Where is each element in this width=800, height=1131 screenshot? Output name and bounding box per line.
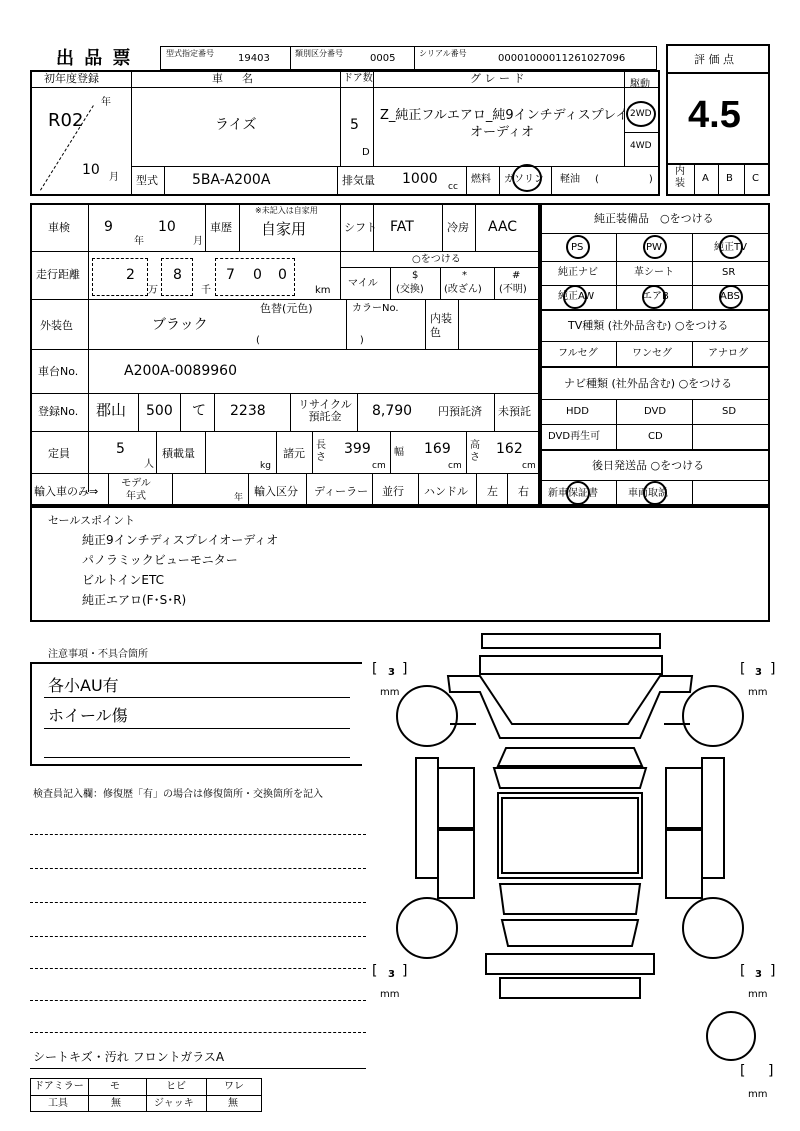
equip-pw-circle [643, 235, 667, 259]
tire-fr-unit: mm [748, 687, 768, 698]
drive-2wd: 2WD [630, 109, 652, 119]
model-code-label: 型式指定番号 [166, 49, 214, 58]
reg-label: 登録No. [38, 405, 79, 418]
drive-4wd: 4WD [630, 141, 652, 151]
navi-dvd: DVD [644, 406, 667, 417]
shaken-month-unit: 月 [193, 236, 203, 247]
history-note: ※未記入は自家用 [255, 206, 318, 215]
length-unit: cm [372, 461, 386, 471]
load-unit: kg [260, 461, 271, 471]
details-box [30, 203, 540, 506]
tire-fl-bracket-open: [ [372, 661, 378, 677]
color-label: 外装色 [40, 319, 73, 332]
ac-label: 冷房 [447, 221, 469, 234]
equip-leather: 革シート [634, 267, 674, 278]
color-change-label: 色替(元色) [260, 302, 313, 315]
equip-tv-circle [719, 235, 743, 259]
misc-jack-value: 無 [228, 1098, 238, 1109]
import-label: 輸入車のみ⇒ [34, 485, 99, 498]
altered-option: (改ざん) [444, 284, 482, 295]
tire-spare-bracket-close: ] [768, 1063, 774, 1079]
mileage-digit: 0 [253, 267, 262, 283]
sheet-title: 出 品 票 [56, 48, 133, 69]
year-unit: 年 [101, 97, 111, 108]
navi-title: ナビ種類 (社外品含む) ○をつける [564, 377, 733, 390]
mileage-km: km [315, 285, 331, 296]
tire-rr-bracket-open: [ [740, 963, 746, 979]
navi-cd: CD [648, 431, 663, 442]
mileage-circle-note: ○をつける [412, 254, 461, 265]
first-reg-year: R02 [48, 110, 84, 131]
misc-tools: 工具 [48, 1098, 68, 1109]
fuel-circle [512, 164, 542, 192]
equip-ps: PS [571, 242, 584, 253]
reg-area: 郡山 [96, 401, 127, 419]
misc-door-mirror: ドアミラー [34, 1081, 84, 1092]
color-change-value: ( ) [256, 335, 364, 346]
handle-label: ハンドル [424, 485, 468, 498]
tire-rl-bracket-close: ] [402, 963, 408, 979]
unknown-option: (不明) [499, 284, 527, 295]
shaken-label: 車検 [48, 221, 70, 234]
misc-tools-value: 無 [111, 1098, 121, 1109]
mileage-sen: 千 [201, 285, 211, 296]
exchange-sym: $ [412, 270, 419, 281]
dims-label: 諸元 [283, 447, 305, 460]
shift-value: FAT [390, 219, 414, 235]
type-label: 型式 [136, 174, 158, 187]
chassis-label: 車台No. [38, 365, 79, 378]
interior-c: C [752, 173, 759, 184]
capacity-unit: 人 [144, 459, 154, 470]
doors-value: 5 [350, 117, 359, 133]
interior-label: 内装 [675, 166, 685, 189]
shaken-year-unit: 年 [134, 236, 144, 247]
misc-mirror-mo: モ [110, 1081, 120, 1092]
notes-line: ホイール傷 [48, 706, 128, 725]
recycle-status: 円預託済 [438, 405, 482, 418]
reg-number: 2238 [230, 403, 266, 419]
tire-fr-bracket-close: ] [770, 661, 776, 677]
misc-jack: ジャッキ [154, 1098, 194, 1109]
equip-sr: SR [722, 267, 736, 278]
equip-aw: 純正AW [558, 291, 595, 302]
later-title: 後日発送品 ○をつける [592, 459, 705, 472]
later-warranty-circle [566, 481, 590, 505]
tire-rl-depth: 3 [388, 969, 395, 980]
color-no-label: カラーNo. [352, 303, 399, 314]
width-label: 幅 [394, 447, 404, 458]
tire-fr-bracket-open: [ [740, 661, 746, 677]
tire-rr-depth: 3 [755, 969, 762, 980]
mile-option: マイル [348, 278, 378, 289]
capacity-value: 5 [116, 441, 125, 457]
disp-value: 1000 [402, 171, 438, 187]
recycle-none: 未預託 [498, 405, 531, 418]
misc-break: ワレ [224, 1081, 244, 1092]
mileage-digit: 2 [126, 267, 135, 283]
month-unit: 月 [109, 172, 119, 183]
ac-value: AAC [488, 219, 518, 235]
first-reg-month: 10 [82, 162, 100, 178]
chassis-value: A200A-0089960 [124, 363, 237, 379]
equip-abs-circle [719, 285, 743, 309]
notes-line: 各小AU有 [48, 676, 119, 695]
doors-label: ドア数 [343, 73, 373, 84]
unknown-sym: # [512, 270, 521, 281]
tv-title: TV種類 (社外品含む) ○をつける [568, 319, 729, 332]
notes-title: 注意事項・不具合箇所 [48, 649, 148, 660]
altered-sym: * [462, 270, 467, 281]
type-value: 5BA-A200A [192, 172, 271, 188]
grade-line2: オーディオ [470, 125, 534, 140]
interior-b: B [726, 173, 733, 184]
color-value: ブラック [152, 317, 208, 333]
sales-point: ビルトインETC [82, 573, 164, 587]
height-label: 高さ [470, 440, 480, 463]
model-year-unit: 年 [234, 493, 244, 503]
import-type-label: 輸入区分 [254, 485, 298, 498]
tire-fl-depth: 3 [388, 667, 395, 678]
doors-type: D [362, 147, 370, 158]
tire-rl-unit: mm [380, 989, 400, 1000]
handle-right: 右 [518, 485, 529, 498]
class-code: 0005 [370, 53, 396, 64]
tv-oneseg: ワンセグ [632, 348, 672, 359]
disp-label: 排気量 [342, 174, 375, 187]
navi-sd: SD [722, 406, 737, 417]
navi-hdd: HDD [566, 406, 589, 417]
tire-spare-bracket-open: [ [740, 1063, 746, 1079]
length-value: 399 [344, 441, 371, 457]
height-value: 162 [496, 441, 523, 457]
class-code-label: 類別区分番号 [295, 49, 343, 58]
reg-class: 500 [146, 403, 173, 419]
equip-airbag: エアB [642, 291, 669, 302]
equipment-title: 純正装備品 ○をつける [594, 212, 714, 225]
mileage-digit-box [92, 258, 148, 296]
mileage-man: 万 [148, 285, 158, 296]
length-label: 長さ [316, 440, 326, 463]
equip-pw: PW [646, 242, 662, 253]
load-label: 積載量 [162, 447, 195, 460]
score-label: 評 価 点 [694, 53, 734, 66]
car-diagram [390, 628, 770, 1108]
score-value: 4.5 [688, 94, 741, 136]
disp-unit: cc [448, 182, 458, 192]
navi-dvd-play: DVD再生可 [548, 431, 601, 442]
import-parallel: 並行 [382, 485, 404, 498]
tv-analog: アナログ [708, 348, 748, 359]
tv-fullseg: フルセグ [558, 348, 598, 359]
later-warranty: 新車保証書 [548, 488, 598, 499]
sales-title: セールスポイント [48, 514, 136, 527]
fuel-light-oil: 軽油 [560, 174, 580, 185]
recycle-value: 8,790 [372, 403, 413, 419]
later-manual: 車両取説 [628, 488, 668, 499]
tire-rr-bracket-close: ] [770, 963, 776, 979]
grade-line1: Z_純正フルエアロ_純9インチディスプレイ [380, 108, 629, 123]
serial-label: シリアル番号 [419, 49, 467, 58]
grade-label: グ レ ー ド [470, 72, 525, 85]
serial-number: 00001000011261027096 [498, 53, 626, 64]
mileage-label: 走行距離 [36, 268, 80, 281]
capacity-label: 定員 [48, 447, 70, 460]
fuel-other: ( ) [595, 174, 653, 185]
handle-left: 左 [487, 485, 498, 498]
misc-crack: ヒビ [166, 1081, 186, 1092]
tire-fl-bracket-close: ] [402, 661, 408, 677]
interior-a: A [702, 173, 709, 184]
shift-label: シフト [344, 221, 377, 234]
car-name: ライズ [215, 117, 257, 133]
tire-fl-unit: mm [380, 687, 400, 698]
equip-airbag-circle [642, 285, 666, 309]
tire-rr-unit: mm [748, 989, 768, 1000]
car-name-label: 車 名 [212, 72, 257, 85]
first-reg-label: 初年度登録 [44, 72, 99, 85]
reg-kana: て [192, 403, 206, 419]
inspector-label: 検査員記入欄：修復歴「有」の場合は修復箇所・交換箇所を記入 [33, 789, 323, 800]
drive-label: 駆動 [630, 79, 650, 90]
fuel-label: 燃料 [471, 174, 491, 185]
history-value: 自家用 [261, 220, 307, 238]
width-value: 169 [424, 441, 451, 457]
bottom-note: シートキズ・汚れ フロントガラスA [33, 1050, 225, 1064]
recycle-label: リサイクル預託金 [298, 398, 352, 423]
sales-point: 純正エアロ(F･S･R) [82, 593, 187, 607]
width-unit: cm [448, 461, 462, 471]
tire-rl-bracket-open: [ [372, 963, 378, 979]
equip-aw-circle [563, 285, 587, 309]
shaken-month: 10 [158, 219, 176, 235]
equip-navi: 純正ナビ [558, 267, 598, 278]
import-dealer: ディーラー [314, 485, 369, 498]
mileage-digit: 8 [173, 267, 182, 283]
drive-2wd-circle [626, 101, 656, 127]
mileage-digit: 7 [226, 267, 235, 283]
equip-ps-circle [566, 235, 590, 259]
height-unit: cm [522, 461, 536, 471]
equip-tv: 純正TV [714, 242, 747, 253]
later-manual-circle [643, 481, 667, 505]
model-year-label: モデル年式 [121, 478, 151, 502]
fuel-value: ガソリン [504, 174, 544, 185]
tire-fr-depth: 3 [755, 667, 762, 678]
equip-abs: ABS [720, 291, 740, 302]
history-label: 車歴 [210, 221, 232, 234]
mileage-digit: 0 [278, 267, 287, 283]
tire-spare-unit: mm [748, 1089, 768, 1100]
sales-point: パノラミックビューモニター [82, 553, 238, 567]
sales-point: 純正9インチディスプレイオーディオ [82, 533, 279, 547]
interior-color-label: 内装色 [430, 312, 452, 339]
shaken-year: 9 [104, 219, 113, 235]
model-code: 19403 [238, 53, 270, 64]
exchange-option: (交換) [396, 284, 424, 295]
